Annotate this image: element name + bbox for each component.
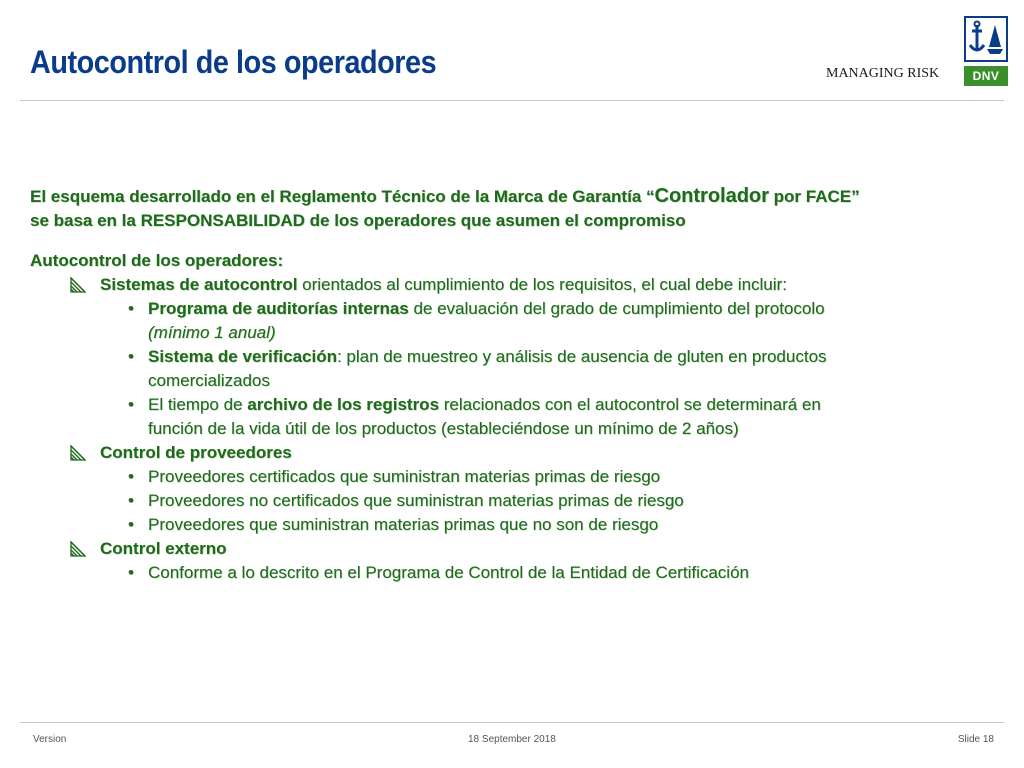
list-item-text: Proveedores certificados que suministran materias primas de riesgo	[148, 467, 661, 486]
list-item-level2	[30, 393, 990, 441]
list-item-text: Proveedores no certificados que suministran materias primas de riesgo	[148, 491, 684, 510]
bullet-dot: •	[128, 563, 134, 582]
intro-paragraph	[30, 184, 990, 233]
footer-slide-number: Slide 18	[957, 734, 994, 745]
intro-line-2: se basa en la RESPONSABILIDAD de los operadores que asumen el compromiso	[30, 211, 686, 230]
slide-body	[30, 184, 990, 585]
list-item-text: El tiempo de	[148, 395, 248, 414]
list-item-bold: Control externo	[100, 539, 227, 558]
page-title: Autocontrol de los operadores	[30, 44, 437, 80]
list-item-text: relacionados con el autocontrol se determinará en	[439, 395, 821, 414]
intro-line-1	[30, 184, 990, 209]
bullet-dot: •	[128, 515, 134, 534]
bullet-dot: •	[128, 467, 134, 486]
list-item-bold: Sistema de verificación	[148, 347, 337, 366]
dnv-logo	[964, 16, 1008, 88]
section-heading: Autocontrol de los operadores:	[30, 251, 284, 270]
list-item-text: Conforme a lo descrito en el Programa de Control de la Entidad de Certificación	[148, 563, 749, 582]
list-item-level2	[30, 561, 990, 585]
bullet-dot: •	[128, 299, 134, 318]
list-item-level1	[30, 441, 990, 465]
dnv-logo-text: DNV	[964, 66, 1008, 86]
list-item-level1	[30, 537, 990, 561]
intro-emphasis: Controlador	[654, 185, 769, 207]
list-item-text: de evaluación del grado de cumplimiento del protocolo	[408, 299, 825, 318]
list-item-continuation: función de la vida útil de los productos (estableciéndose un mínimo de 2 años)	[148, 419, 739, 438]
bullet-dot: •	[128, 491, 134, 510]
tagline: MANAGING RISK	[826, 66, 940, 81]
list-item-level2	[30, 465, 990, 489]
list-item-level2	[30, 489, 990, 513]
list-item-text: Proveedores que suministran materias primas que no son de riesgo	[148, 515, 659, 534]
list-item-bold: Programa de auditorías internas	[148, 299, 409, 318]
list-item-bold: Sistemas de autocontrol	[100, 275, 298, 294]
list-item-bold: archivo de los registros	[247, 395, 440, 414]
list-item-level1	[30, 273, 990, 297]
list-item-continuation: comercializados	[148, 371, 270, 390]
list-item-bold: Control de proveedores	[100, 443, 292, 462]
striped-arrow-icon	[68, 441, 90, 465]
list-item-level2	[30, 513, 990, 537]
bullet-dot: •	[128, 347, 134, 366]
header-divider	[20, 100, 1004, 101]
anchor-ship-icon	[964, 16, 1008, 62]
list-item-text: orientados al cumplimiento de los requisitos, el cual debe incluir:	[297, 275, 787, 294]
list-item-level2	[30, 297, 990, 345]
striped-arrow-icon	[68, 273, 90, 297]
footer-version: Version	[33, 734, 67, 745]
striped-arrow-icon	[68, 537, 90, 561]
list-item-continuation: (mínimo 1 anual)	[148, 323, 276, 342]
list-item-level2	[30, 345, 990, 393]
list-item-text: : plan de muestreo y análisis de ausencia de gluten en productos	[336, 347, 827, 366]
intro-text: El esquema desarrollado en el Reglamento Técnico de la Marca de Garantía “	[30, 187, 655, 206]
intro-text-end: por FACE”	[768, 187, 860, 206]
footer-divider	[20, 722, 1004, 723]
footer-date: 18 September 2018	[468, 734, 556, 745]
bullet-dot: •	[128, 395, 134, 414]
